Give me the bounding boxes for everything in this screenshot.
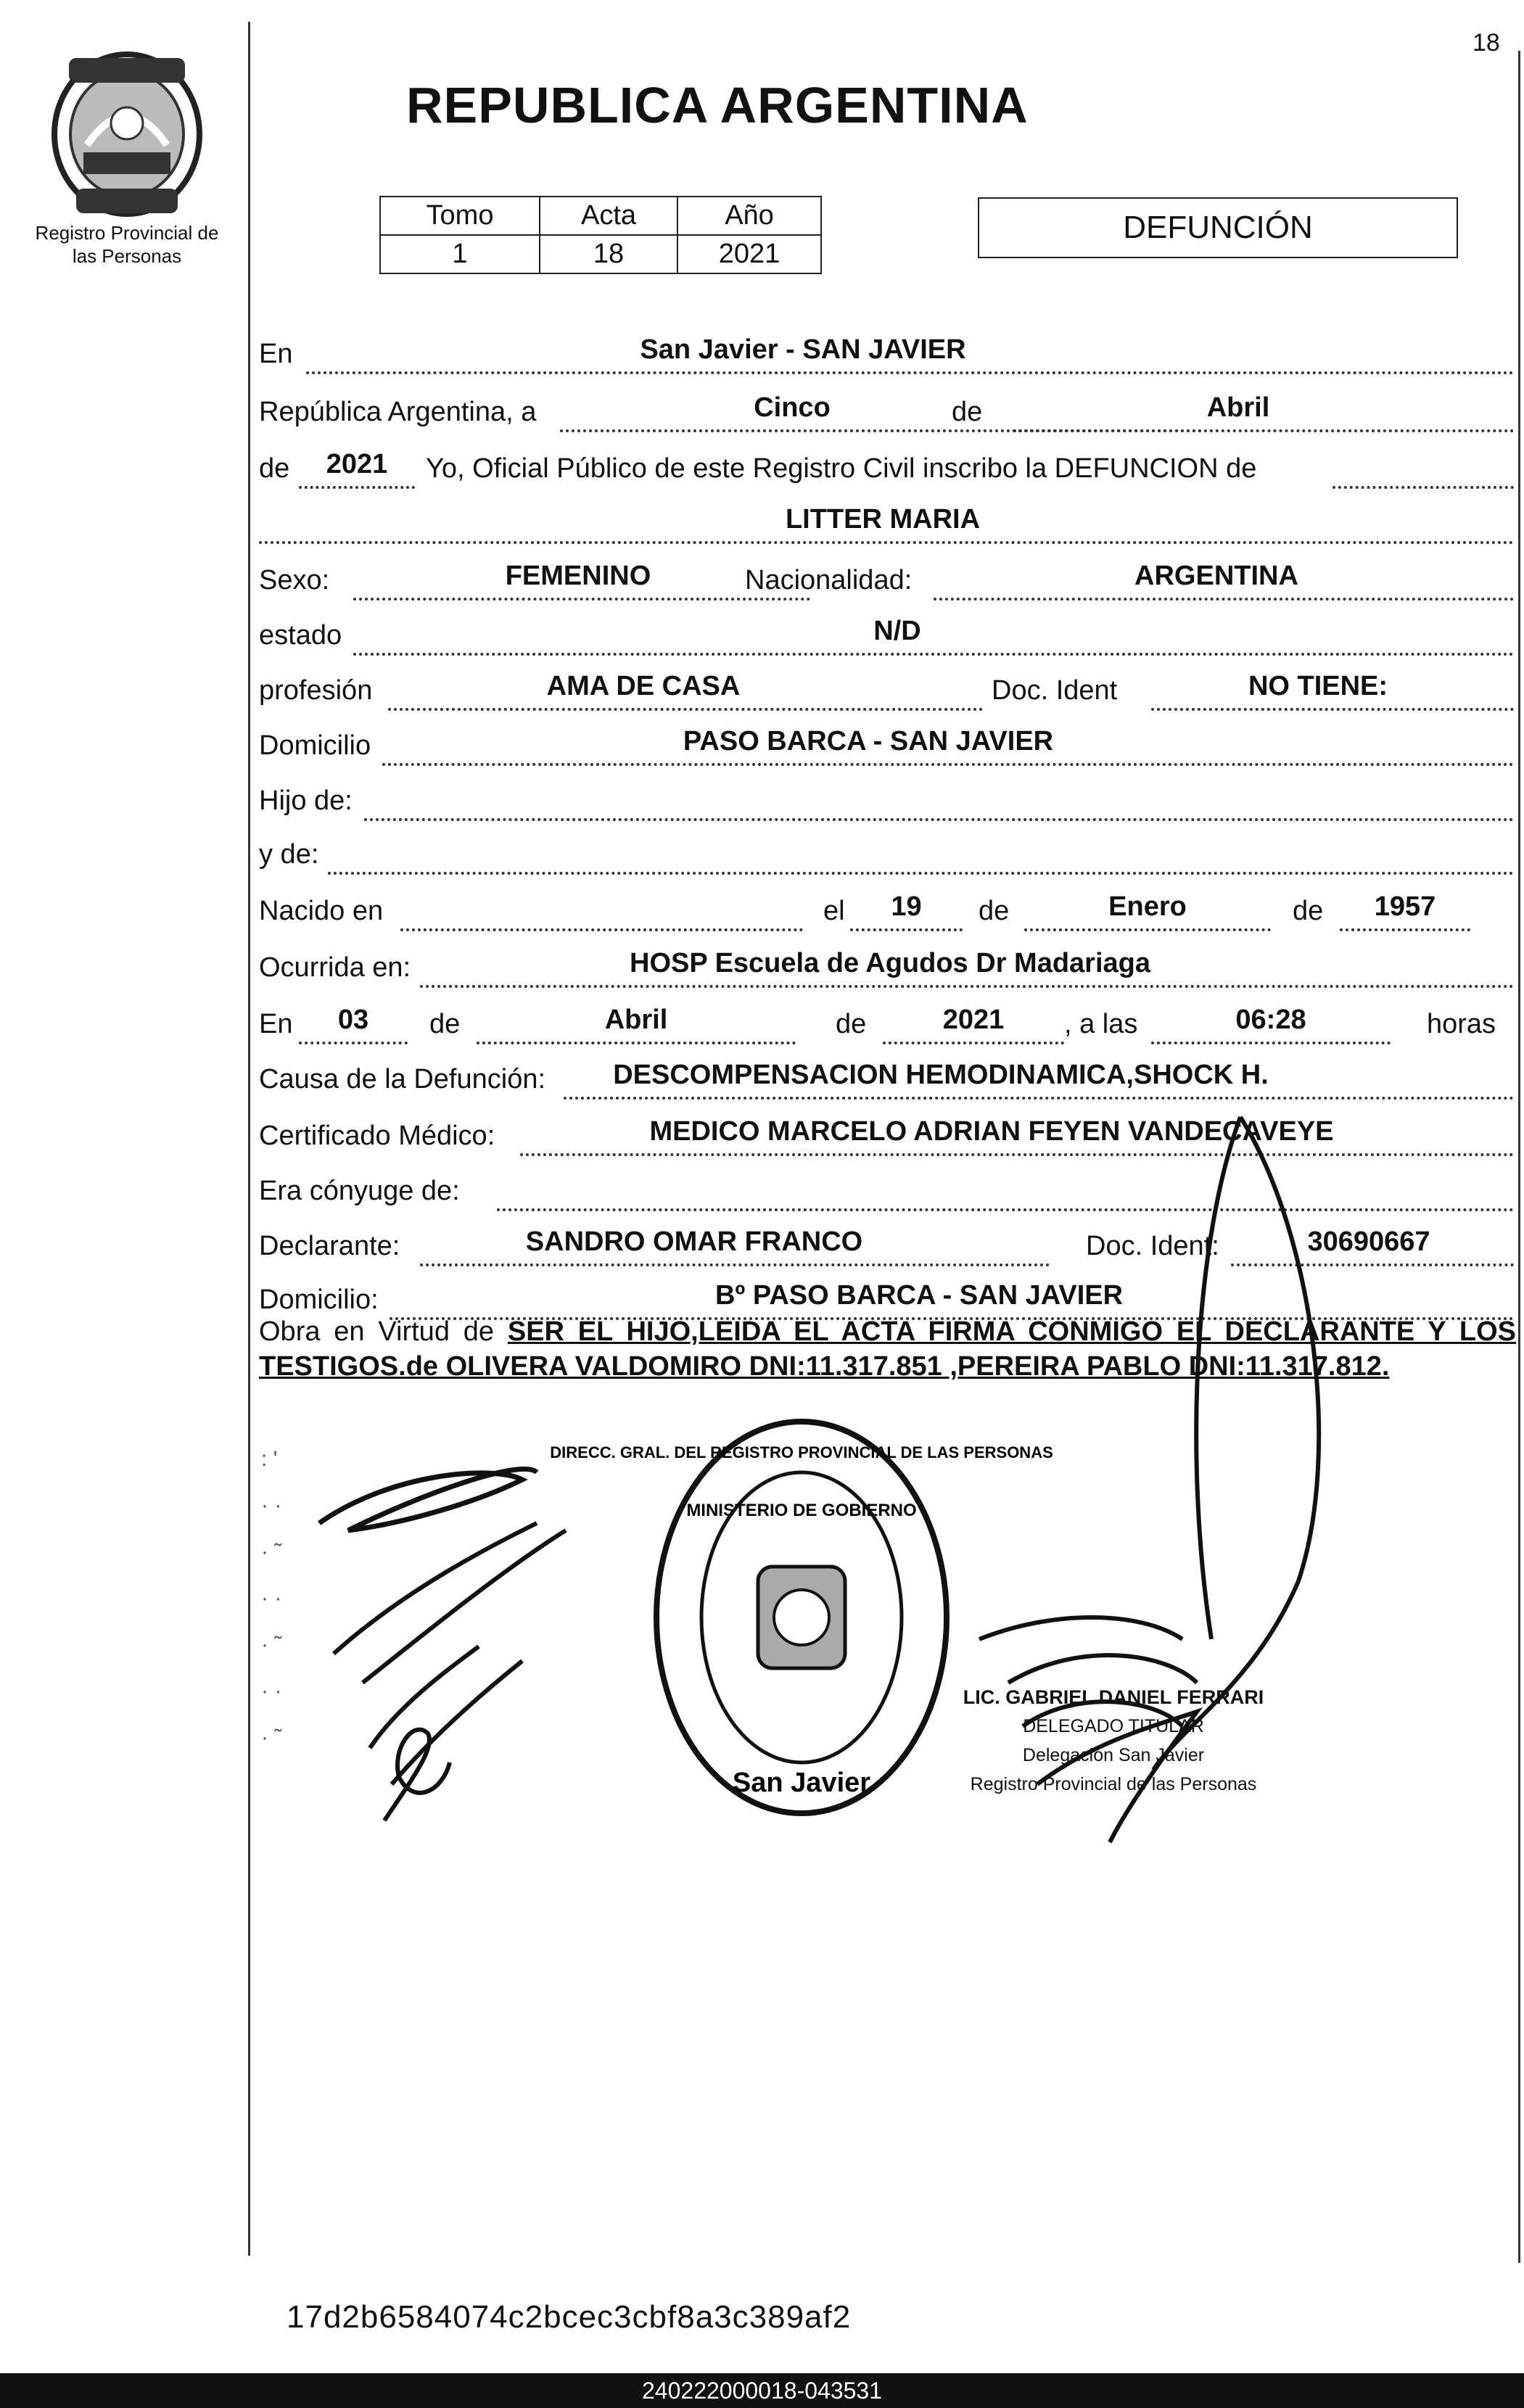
footer-id: 240222000018-043531 (0, 2373, 1524, 2408)
dotted-line (420, 985, 1514, 988)
line-estado (259, 615, 1517, 656)
de5-label: de (429, 1009, 461, 1039)
dotted-line (364, 818, 1514, 821)
line-causa (259, 1059, 1517, 1100)
dotted-line (420, 1263, 1050, 1266)
tomo-value: 1 (380, 235, 540, 273)
line-profesion (259, 670, 1517, 711)
nac-dia-value: 19 (891, 891, 922, 922)
conyuge-label: Era cónyuge de: (259, 1176, 460, 1206)
domicilio2-value: Bº PASO BARCA - SAN JAVIER (714, 1280, 1124, 1311)
profesion-value: AMA DE CASA (546, 671, 741, 701)
nac-mes-value: Enero (1108, 891, 1187, 922)
en-value: San Javier - SAN JAVIER (640, 334, 966, 365)
record-kind: DEFUNCIÓN (978, 197, 1458, 258)
certificado-label: Certificado Médico: (259, 1121, 495, 1151)
en-label: En (259, 339, 293, 369)
dotted-line (382, 763, 1514, 766)
def-mes-value: Abril (604, 1005, 668, 1035)
obra-text: SER EL HIJO,LEIDA EL ACTA FIRMA CONMIGO EL DECLARANTE Y LOS TESTIGOS.de OLIVERA VALDOMIRO DNI:11.317.851 ,PEREIRA PABLO DNI:11.317.812. (259, 1316, 1516, 1382)
de4-label: de (1293, 896, 1324, 926)
signer-office: Delegación San Javier (1022, 1745, 1205, 1765)
tomo-header: Tomo (380, 197, 540, 235)
line-statement (259, 448, 1517, 489)
dotted-line (306, 371, 1514, 374)
line-certificado (259, 1116, 1517, 1156)
estado-label: estado (259, 620, 342, 651)
dotted-line (934, 598, 1514, 601)
dotted-line (1151, 1042, 1391, 1044)
stamp-inner-text: MINISTERIO DE GOBIERNO (686, 1501, 917, 1520)
doc-label: Doc. Ident (992, 675, 1118, 706)
dotted-line (883, 1042, 1064, 1044)
official-stamp (550, 1414, 1053, 1821)
stamp-bottom-text: San Javier (732, 1768, 871, 1798)
signer-registry: Registro Provincial de las Personas (970, 1774, 1257, 1794)
line-fecha-defuncion (259, 1004, 1517, 1044)
nac-anio-value: 1957 (1374, 891, 1436, 922)
dotted-line (299, 486, 415, 489)
acta-header: Acta (540, 197, 677, 235)
acta-value: 18 (540, 235, 677, 273)
line-fecha (259, 392, 1517, 432)
republica-label: República Argentina, a (259, 397, 537, 427)
line-conyuge (259, 1171, 1517, 1211)
alas-label: , a las (1064, 1009, 1138, 1039)
dia-value: Cinco (754, 392, 831, 423)
domicilio2-label: Domicilio: (259, 1285, 379, 1315)
yde-label: y de: (259, 839, 319, 870)
declarante-value: SANDRO OMAR FRANCO (525, 1226, 863, 1257)
line-en (259, 334, 1517, 374)
domicilio-value: PASO BARCA - SAN JAVIER (683, 726, 1054, 756)
dotted-line (259, 541, 1514, 544)
doc-value: NO TIENE: (1248, 671, 1388, 701)
line-ocurrida (259, 947, 1517, 988)
witness-signature (305, 1443, 682, 1850)
anio-value: 2021 (677, 235, 821, 273)
dotted-line (1151, 708, 1514, 711)
estado-value: N/D (873, 616, 921, 646)
right-edge-rule (1518, 51, 1520, 2263)
en2-label: En (259, 1009, 293, 1039)
line-declarante (259, 1226, 1517, 1266)
declarante-label: Declarante: (259, 1231, 400, 1261)
dotted-line (388, 708, 983, 711)
de3-label: de (979, 896, 1010, 926)
page-number: 18 (1472, 29, 1500, 57)
dotted-line (328, 872, 1514, 875)
registry-label: Registro Provincial de las Personas (35, 222, 219, 267)
nacionalidad-value: ARGENTINA (1134, 561, 1298, 591)
sexo-value: FEMENINO (505, 561, 651, 591)
line-nacido (259, 891, 1517, 931)
causa-value: DESCOMPENSACION HEMODINAMICA,SHOCK H. (613, 1060, 1269, 1090)
horas-label: horas (1427, 1009, 1496, 1039)
nacido-label: Nacido en (259, 896, 384, 926)
document-hash: 17d2b6584074c2bcec3cbf8a3c389af2 (287, 2299, 852, 2335)
dotted-line (850, 928, 963, 931)
page-title: REPUBLICA ARGENTINA (406, 77, 1029, 133)
misiones-province-logo (44, 44, 210, 218)
de-label: de (952, 397, 983, 427)
anio-value-text: 2021 (326, 449, 388, 479)
signer-block (936, 1683, 1291, 1799)
statement-text: Yo, Oficial Público de este Registro Civil inscribo la DEFUNCION de (426, 453, 1257, 484)
stamp-outer-text: DIRECC. GRAL. DEL REGISTRO PROVINCIAL DE LAS PERSONAS (550, 1443, 1053, 1461)
margin-marks: : ' · · · ˜ · · · ˜ · · · ˜ (261, 1447, 282, 1749)
de2-label: de (259, 453, 290, 484)
sexo-label: Sexo: (259, 565, 330, 595)
nacionalidad-label: Nacionalidad: (745, 565, 913, 595)
nombre-value: LITTER MARIA (785, 504, 981, 535)
certificado-value: MEDICO MARCELO ADRIAN FEYEN VANDECAVEYE (649, 1116, 1334, 1147)
domicilio-label: Domicilio (259, 730, 371, 761)
def-anio-value: 2021 (942, 1005, 1005, 1035)
line-sexo (259, 560, 1517, 601)
dotted-line (353, 598, 810, 601)
dotted-line (1340, 928, 1470, 931)
def-dia-value: 03 (337, 1005, 369, 1035)
dotted-line (1333, 486, 1514, 489)
causa-label: Causa de la Defunción: (259, 1064, 546, 1094)
signer-name: LIC. GABRIEL DANIEL FERRARI (963, 1686, 1264, 1708)
dotted-line (400, 928, 803, 931)
line-yde (259, 834, 1517, 875)
ocurrida-value: HOSP Escuela de Agudos Dr Madariaga (630, 948, 1150, 978)
dotted-line (1024, 928, 1271, 931)
margin-rule (248, 22, 250, 2256)
profesion-label: profesión (259, 675, 373, 706)
signer-role: DELEGADO TITULAR (1023, 1716, 1204, 1736)
record-table (379, 196, 822, 274)
de6-label: de (836, 1009, 867, 1039)
dotted-line (1013, 429, 1514, 432)
hora-value: 06:28 (1235, 1005, 1306, 1035)
mes-value: Abril (1206, 392, 1270, 423)
dotted-line (299, 1042, 408, 1044)
doc2-label: Doc. Ident: (1086, 1231, 1219, 1261)
hijo-label: Hijo de: (259, 786, 353, 816)
line-domicilio (259, 725, 1517, 766)
dotted-line (477, 1042, 796, 1044)
anio-header: Año (677, 197, 821, 235)
el-label: el (823, 896, 845, 926)
dotted-line (353, 653, 1514, 656)
ocurrida-label: Ocurrida en: (259, 952, 411, 983)
obra-paragraph (259, 1314, 1516, 1384)
line-hijo (259, 780, 1517, 821)
doc2-value: 30690667 (1307, 1226, 1430, 1257)
obra-label: Obra en Virtud de (259, 1316, 495, 1347)
line-nombre (259, 503, 1517, 544)
